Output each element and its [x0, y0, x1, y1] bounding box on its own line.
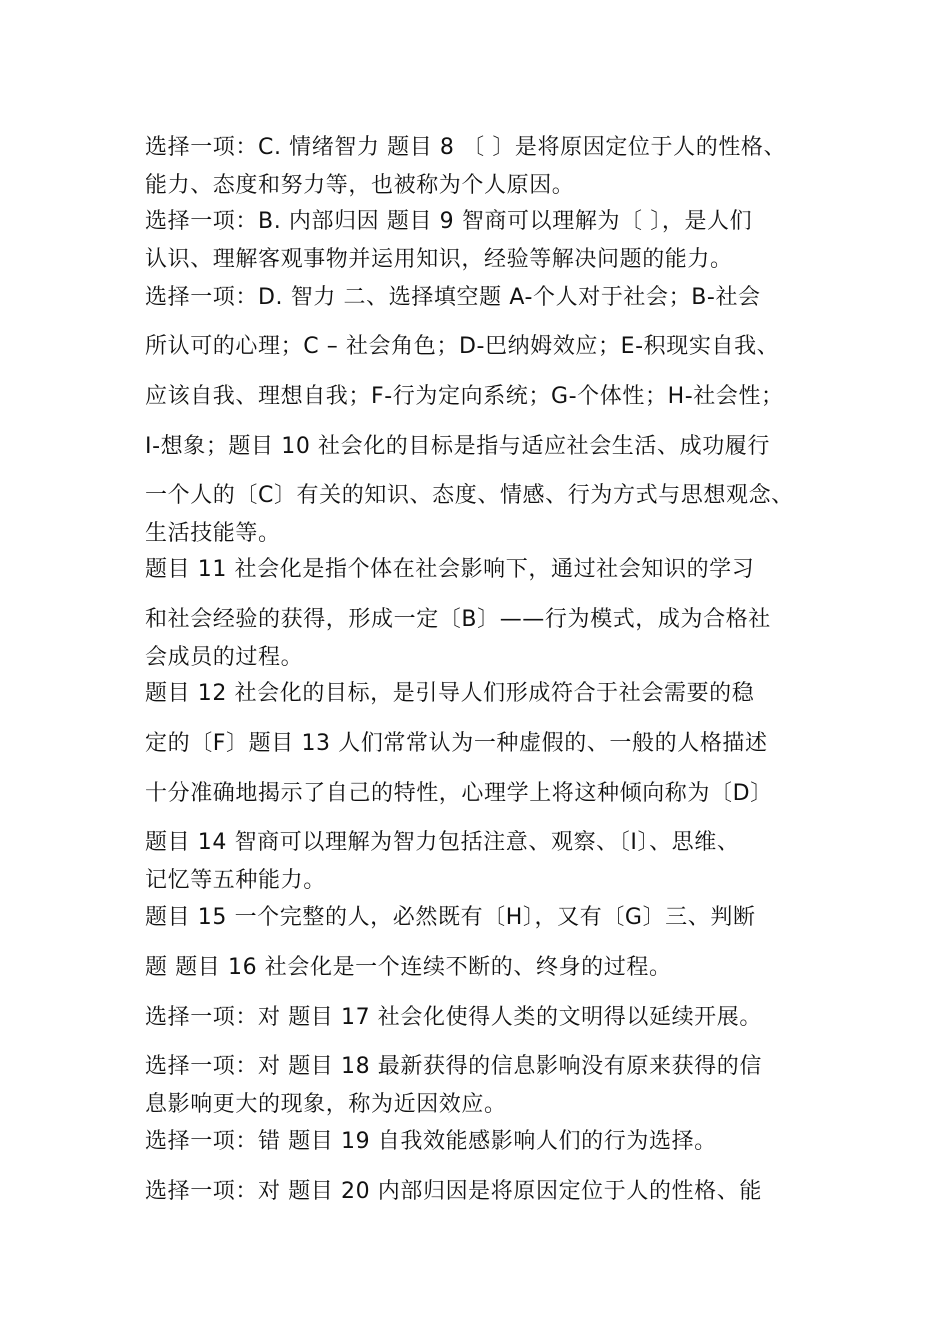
text-line: 认识、理解客观事物并运用知识，经验等解决问题的能力。	[145, 247, 733, 272]
text-line: 题目 15 一个完整的人，必然既有〔H〕，又有〔G〕三、判断	[145, 905, 756, 930]
text-line: 记忆等五种能力。	[145, 868, 326, 893]
text-line: 会成员的过程。	[145, 645, 304, 670]
text-line: 题目 11 社会化是指个体在社会影响下，通过社会知识的学习	[145, 557, 755, 582]
text-line: 选择一项：对 题目 20 内部归因是将原因定位于人的性格、能	[145, 1179, 762, 1204]
text-line: 选择一项：C. 情绪智力 题目 8 〔 〕是将原因定位于人的性格、	[145, 135, 787, 160]
text-line: 题 题目 16 社会化是一个连续不断的、终身的过程。	[145, 955, 672, 980]
text-line: 题目 12 社会化的目标，是引导人们形成符合于社会需要的稳	[145, 681, 755, 706]
text-line: 和社会经验的获得，形成一定〔B〕——行为模式，成为合格社	[145, 607, 771, 632]
text-line: 选择一项：B. 内部归因 题目 9 智商可以理解为〔 〕，是人们	[145, 209, 753, 234]
text-line: 所认可的心理；C – 社会角色；D-巴纳姆效应；E-积现实自我、	[145, 334, 780, 359]
text-line: 定的〔F〕题目 13 人们常常认为一种虚假的、一般的人格描述	[145, 731, 768, 756]
text-line: 能力、态度和努力等，也被称为个人原因。	[145, 173, 575, 198]
text-line: I-想象；题目 10 社会化的目标是指与适应社会生活、成功履行	[145, 434, 771, 459]
text-line: 生活技能等。	[145, 521, 281, 546]
text-line: 题目 14 智商可以理解为智力包括注意、观察、〔I〕、思维、	[145, 830, 740, 855]
text-line: 息影响更大的现象，称为近因效应。	[145, 1092, 507, 1117]
text-line: 选择一项：对 题目 17 社会化使得人类的文明得以延续开展。	[145, 1005, 762, 1030]
text-line: 一个人的〔C〕有关的知识、态度、情感、行为方式与思想观念、	[145, 483, 794, 508]
text-line: 十分准确地揭示了自己的特性，心理学上将这种倾向称为〔D〕	[145, 781, 773, 806]
text-line: 应该自我、理想自我；F-行为定向系统；G-个体性；H-社会性；	[145, 384, 784, 409]
text-line: 选择一项：对 题目 18 最新获得的信息影响没有原来获得的信	[145, 1054, 762, 1079]
text-line: 选择一项：D. 智力 二、选择填空题 A-个人对于社会；B-社会	[145, 285, 761, 310]
text-line: 选择一项：错 题目 19 自我效能感影响人们的行为选择。	[145, 1129, 717, 1154]
